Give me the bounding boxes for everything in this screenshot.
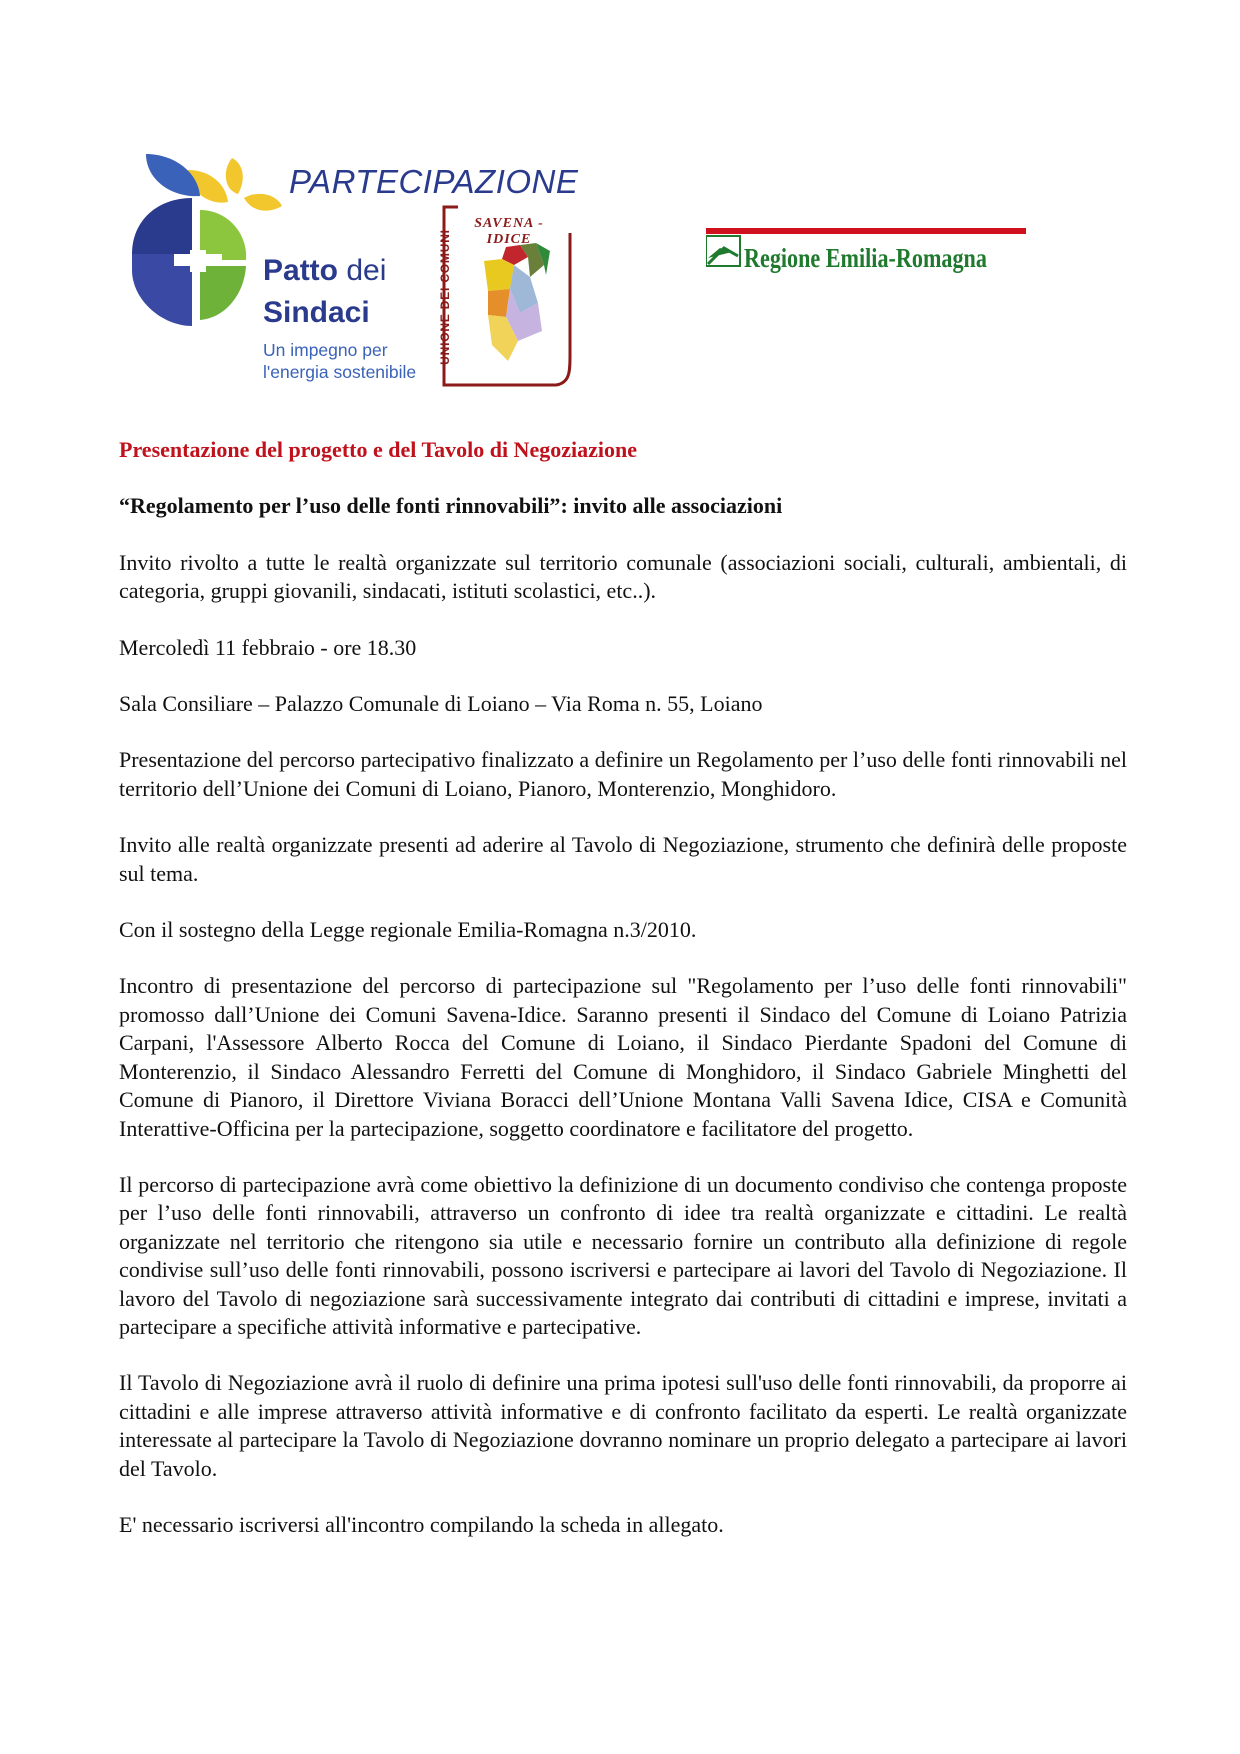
paragraph-percorso: Presentazione del percorso partecipativo finalizzato a definire un Regolamento per l’uso delle fonti rinnovabili nel territorio dell’Unione dei Comuni di Loiano, Pianoro, Monterenzio, Monghidoro. [119,747,1127,801]
document-subtitle [119,492,1127,520]
paragraph-date: Mercoledì 11 febbraio - ore 18.30 [119,634,417,660]
paragraph-invito: Invito rivolto a tutte le realtà organizzate sul territorio comunale (associazioni sociali, culturali, ambientali, di categoria, gruppi giovanili, sindacati, istituti scolastici, etc..). [119,549,1127,604]
savena-idice-label: SAVENA - IDICE [474,216,544,247]
subtitle-quoted: “Regolamento per l’uso delle fonti rinnovabili” [119,493,561,519]
spacer [119,718,1127,746]
spacer [119,1483,1127,1511]
subtitle-rest: : invito alle associazioni [560,493,783,519]
spacer [119,521,1127,549]
unione-dei-comuni-vertical-label: UNIONE DEI COMUNI [438,229,452,365]
dei-word: dei [346,254,387,287]
spacer [119,1143,1127,1171]
document-title: Presentazione del progetto e del Tavolo di Negoziazione [119,437,637,462]
spacer [119,606,1127,634]
sindaci-label: Sindaci [263,296,370,329]
paragraph-incontro: Incontro di presentazione del percorso di partecipazione sul "Regolamento per l’uso delle fonti rinnovabili" promosso dall’Unione dei Comuni Savena-Idice. Saranno presenti il Sindaco del Comune di Loiano Patrizia Carpani, l'Assessore Alberto Rocca del Comune di Loiano, il Sindaco Pierdante Spadoni del Comune di Monterenzio, il Sindaco Alessandro Ferretti del Comune di Monghidoro, il Sindaco Gabriele Minghetti del Comune di Pianoro, il Direttore Viviana Boracci dell’Unione Montana Valli Savena Idice, CISA e Comunità Interattive-Officina per la partecipazione, soggetto coordinatore e facilitatore del progetto. [119,973,1127,1141]
spacer [119,803,1127,831]
spacer [119,888,1127,916]
patto-tagline [263,339,453,383]
document-body [119,436,1127,1539]
tagline-line-2: l'energia sostenibile [263,362,417,382]
paragraph-location: Sala Consiliare – Palazzo Comunale di Loiano – Via Roma n. 55, Loiano [119,691,763,717]
spacer [119,944,1127,972]
paragraph-legge: Con il sostegno della Legge regionale Emilia-Romagna n.3/2010. [119,917,697,943]
paragraph-iscrizione: E' necessario iscriversi all'incontro compilando la scheda in allegato. [119,1511,724,1537]
tagline-line-1: Un impegno per [263,340,388,360]
regione-label: Regione Emilia-Romagna [744,243,987,273]
paragraph-invito-tavolo: Invito alle realtà organizzate presenti ad aderire al Tavolo di Negoziazione, strumento che definirà delle proposte sul tema. [119,832,1127,886]
paragraph-ruolo-tavolo: Il Tavolo di Negoziazione avrà il ruolo di definire una prima ipotesi sull'uso delle fonti rinnovabili, da proporre ai cittadini e alle imprese attraverso attività informative e di confronto facilitato da esperti. Le realtà organizzate interessate al partecipare la Tavolo di Negoziazione dovranno nominare un proprio delegato a partecipare ai lavori del Tavolo. [119,1370,1127,1481]
spacer [119,662,1127,690]
spacer [119,1341,1127,1369]
patto-word: Patto [263,254,338,287]
spacer [119,464,1127,492]
partecipazione-label: PARTECIPAZIONE [289,163,579,200]
paragraph-obiettivo: Il percorso di partecipazione avrà come obiettivo la definizione di un documento condiviso che contenga proposte per l’uso delle fonti rinnovabili, attraverso un confronto di idee tra realtà organizzate e cittadini. Le realtà organizzate nel territorio che ritengono sia utile e necessario fornire un contributo alla definizione di regole condivise sull’uso delle fonti rinnovabili, possono iscriversi e partecipare ai lavori del Tavolo di Negoziazione. Il lavoro del Tavolo di negoziazione sarà successivamente integrato dai contributi di cittadini e imprese, invitati a partecipare a specifiche attività informative e partecipative. [119,1171,1127,1339]
patto-dei-label [263,254,386,288]
